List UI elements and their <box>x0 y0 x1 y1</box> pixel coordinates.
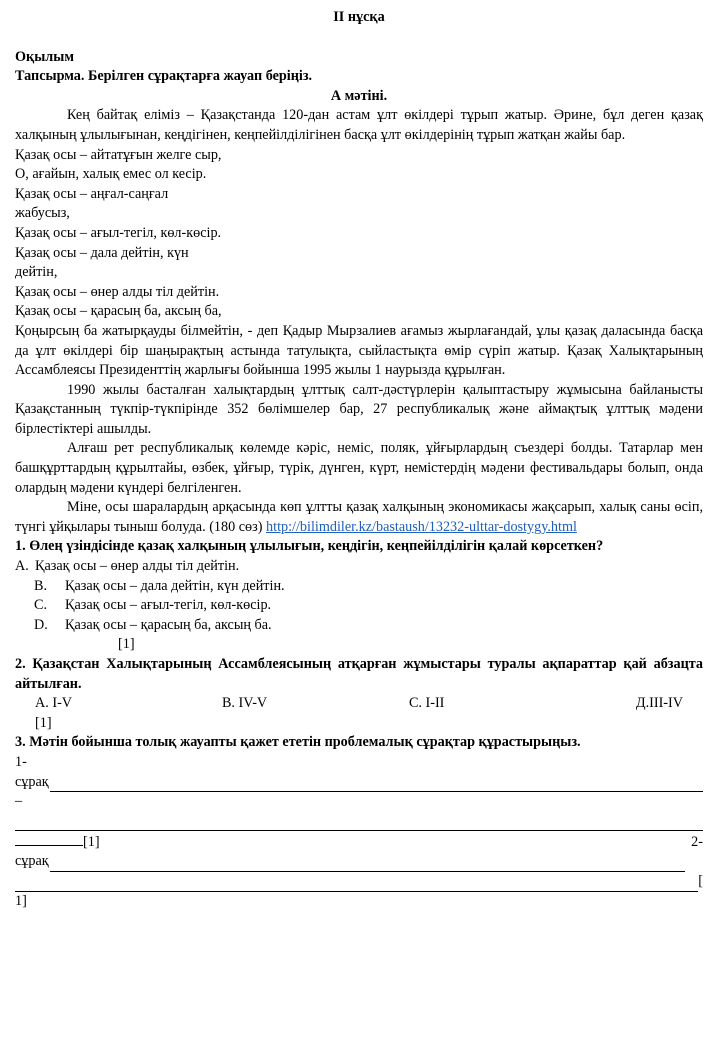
poem-line: О, ағайын, халық емес ол кесір. <box>15 166 207 183</box>
q3-answer-line-2 <box>15 852 703 872</box>
poem-line: Қазақ осы – айтатұғын желге сыр, <box>15 146 222 163</box>
q3-score-group <box>15 831 100 853</box>
q1-option-text: Қазақ осы – ағыл-тегіл, көл-көсір. <box>65 597 272 614</box>
q1-option-text: Қазақ осы – қарасың ба, аксың ба. <box>65 616 272 633</box>
answer-blank[interactable] <box>50 857 685 872</box>
poem-excerpt <box>15 146 703 322</box>
worksheet-page <box>15 8 703 911</box>
q1-option-text: Қазақ осы – өнер алды тіл дейтін. <box>35 558 240 575</box>
task-title: Тапсырма. Берілген сұрақтарға жауап беріңіз. <box>15 68 313 85</box>
q3-answer-line-1 <box>15 773 703 793</box>
q1-option-a[interactable] <box>15 557 703 577</box>
question-1: 1. Өлең үзіндісінде қазақ халқының ұлылығын, кеңдігін, кеңпейілділігін қалай көрсеткен? <box>15 538 604 555</box>
paragraph-3: 1990 жылы басталған халықтардың ұлттық салт-дәстүрлерін қалыптастыру жұмысына байланысты Қазақстанның түкпір-түкпірінде 352 бөлімшелер бар, 27 республикалық және аймақтық ұлттық мәдени бірлестіктері ашылды. <box>15 381 703 437</box>
q2-option-d[interactable]: Д.III-IV <box>635 695 683 712</box>
answer-blank[interactable] <box>15 877 698 892</box>
q1-option-letter: D. <box>34 616 48 633</box>
paragraph-2: Қоңырсың ба жатырқауды білмейтін, - деп Қадыр Мырзалиев ағамыз жырлағандай, ұлы қазақ даласында басқа да ұлт өкілдері бір шаңырақтың астында татулықта, сыйластықта өмір сүріп жатыр. Қазақ Халықтарының Ассамблеясы Президенттің жарлығы бойынша 1995 жылы 1 наурызда құрылған. <box>15 322 703 379</box>
q3-item-label: сұрақ <box>15 853 49 870</box>
variant-title: II нұсқа <box>333 9 385 25</box>
q1-option-letter: C. <box>34 597 48 614</box>
paragraph-5-text: Міне, осы шаралардың арқасында көп ұлтты қазақ халқының экономикасы жақсарып, халық саны өсіп, түнгі ұйқылары тыныш болуда. (180 сөз) <box>15 499 703 535</box>
paragraph-5 <box>15 498 703 537</box>
section-title: Оқылым <box>15 48 74 65</box>
q3-score: [1] <box>83 833 100 850</box>
answer-blank[interactable] <box>15 831 83 846</box>
q3-item-1-number: 1- <box>15 753 27 770</box>
poem-line: жабусыз, <box>15 205 70 222</box>
q1-option-d[interactable] <box>15 616 703 636</box>
question-3: 3. Мәтін бойынша толық жауапты қажет ететін проблемалық сұрақтар құрастырыңыз. <box>15 734 581 751</box>
q1-option-letter: B. <box>34 577 48 594</box>
q2-options <box>15 694 703 714</box>
q1-option-text: Қазақ осы – дала дейтін, күн дейтін. <box>65 577 285 594</box>
source-link[interactable]: http://bilimdiler.kz/bastaush/13232-ulttar-dostygy.html <box>266 518 577 535</box>
paragraph-4: Алғаш рет республикалық көлемде кәріс, неміс, поляк, ұйғырлардың съездері болды. Татарлар мен башқұрттардың құрылтайы, өзбек, ұйғыр, түрік, дүнген, күрт, немістердің мәдени фестивальдары болып, онда олардың мәдени күндері белгіленген. <box>15 440 703 496</box>
q3-item-label: сұрақ <box>15 773 49 790</box>
question-2: 2. Қазақстан Халықтарының Ассамблеясының атқарған жұмыстары туралы ақпараттар қай абзацта айтылған. <box>15 656 703 692</box>
poem-line: Қазақ осы – ағыл-тегіл, көл-көсір. <box>15 224 222 241</box>
q3-answer-line-3 <box>15 872 703 892</box>
poem-line: Қазақ осы – аңғал-саңғал <box>15 185 169 202</box>
poem-line: Қазақ осы – дала дейтін, күн <box>15 244 189 261</box>
poem-line: дейтін, <box>15 264 58 281</box>
q1-score: [1] <box>118 636 135 653</box>
q1-option-letter: A. <box>15 558 29 575</box>
q2-option-b[interactable]: B. IV-V <box>221 695 268 712</box>
q3-dash: – <box>15 793 23 810</box>
q2-score: [1] <box>35 714 52 731</box>
paragraph-1: Кең байтақ еліміз – Қазақстанда 120-дан астам ұлт өкілдері тұрып жатыр. Әрине, бұл деген қазақ халқының ұлылығынан, кеңдігінен, кеңпейілділігінен басқа ұлт өкілдерінің тұрып жатқан жайы бар. <box>15 107 703 143</box>
q1-option-b[interactable] <box>15 577 703 597</box>
q3-bracket-close: 1] <box>15 892 27 909</box>
q3-bracket-open: [ <box>698 872 703 889</box>
answer-blank[interactable] <box>15 812 703 831</box>
text-title: А мәтіні. <box>330 87 388 104</box>
poem-line: Қазақ осы – өнер алды тіл дейтін. <box>15 283 220 300</box>
q1-option-c[interactable] <box>15 596 703 616</box>
answer-blank[interactable] <box>50 777 703 792</box>
q2-option-c[interactable]: C. I-II <box>408 695 445 712</box>
poem-line: Қазақ осы – қарасың ба, аксың ба, <box>15 303 222 320</box>
q2-option-a[interactable]: A. I-V <box>35 695 73 712</box>
q3-item-2-number: 2- <box>691 833 703 850</box>
q3-score-line <box>15 831 703 853</box>
